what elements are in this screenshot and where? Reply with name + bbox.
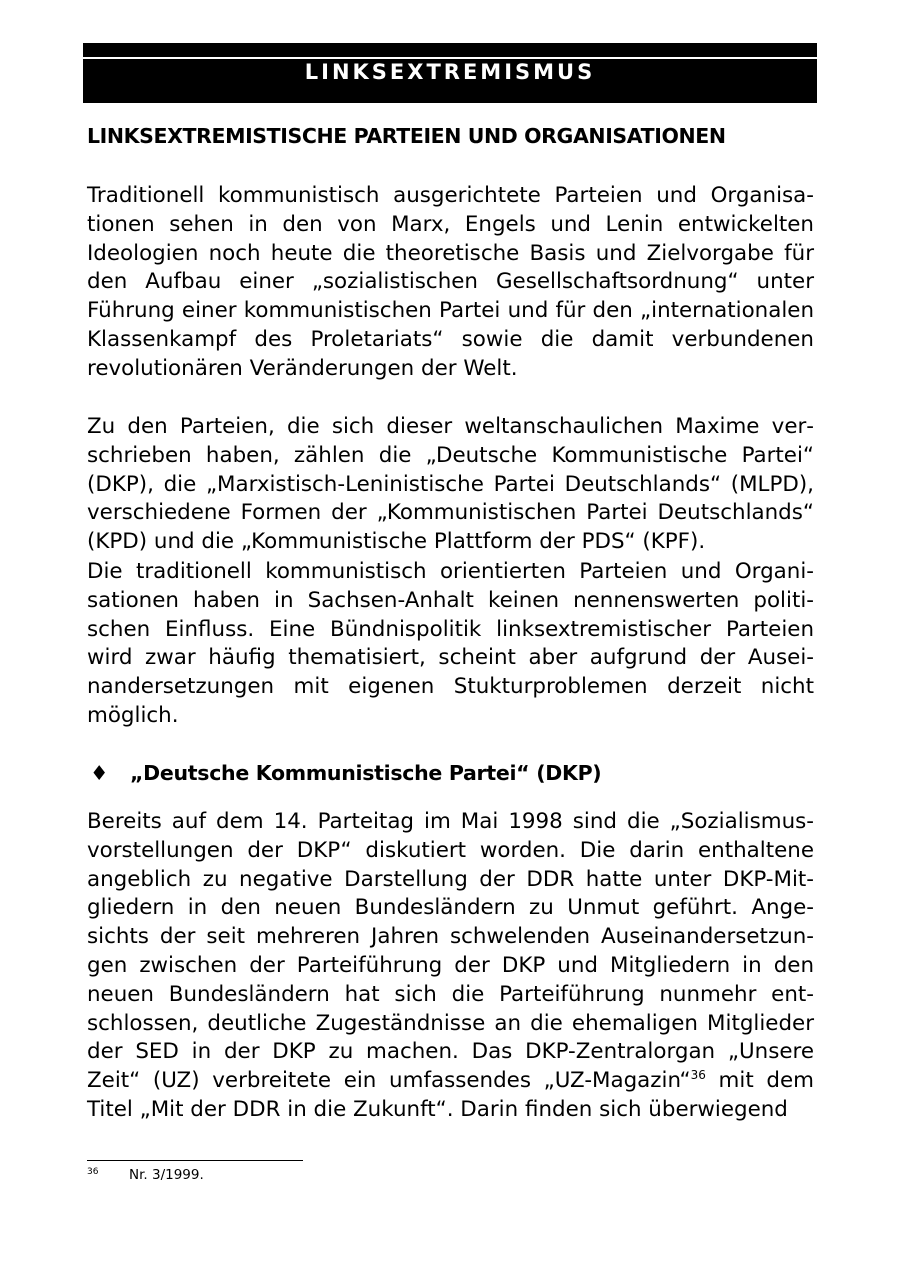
dkp-subheading-text: „Deutsche Kommunistische Partei“ (DKP) xyxy=(130,761,602,785)
chapter-title: LINKSEXTREMISMUS xyxy=(304,60,596,84)
footnote-number: 36 xyxy=(87,1167,99,1177)
paragraph-parties: Zu den Parteien, die sich dieser weltanschaulichen Maxime verschrieben haben, zählen die „Deutsche Kommunistische Partei“ (DKP), die „Marxistisch-Leninistische Partei Deutschlands“ (MLPD), verschiedene Formen der „Kommunistischen Partei Deutschlands“ (KPD) und die „Kommunistische Plattform der PDS“ (KPF). xyxy=(87,414,814,555)
footnote-divider xyxy=(87,1160,303,1161)
paragraph-intro: Traditionell kommunistisch ausgerichtete Parteien und Organisationen sehen in den von Marx, Engels und Lenin entwickelten Ideologien noch heute die theoretische Basis und Zielvorgabe für den Aufbau einer „sozialistischen Gesellschaftsordnung“ unter Führung einer kommunistischen Partei und für den „internationalen Klassenkampf des Proletariats“ sowie die damit verbundenen revolutionären Veränderungen der Welt. xyxy=(87,183,814,381)
paragraph-dkp xyxy=(87,808,814,1125)
diamond-bullet-icon: ♦ xyxy=(90,761,109,785)
section-heading: LINKSEXTREMISTISCHE PARTEIEN UND ORGANISATIONEN xyxy=(87,124,726,148)
chapter-header-bar xyxy=(83,43,817,103)
footnote-text: Nr. 3/1999. xyxy=(129,1167,204,1183)
dkp-subheading xyxy=(90,761,601,785)
paragraph-influence: Die traditionell kommunistisch orientierten Parteien und Organisationen haben in Sachsen-Anhalt keinen nennenswerten politischen Einfluss. Eine Bündnispolitik linksextremistischer Parteien wird zwar häufig thematisiert, scheint aber aufgrund der Auseinandersetzungen mit eigenen Stukturproblemen derzeit nicht möglich. xyxy=(87,559,814,728)
dkp-text-part1: Bereits auf dem 14. Parteitag im Mai 1998 sind die „Sozialismusvorstellungen der DKP“ diskutiert worden. Die darin enthaltene angeblich zu negative Darstellung der DDR hatte unter DKP-Mitgliedern in den neuen Bundesländern zu Unmut geführt. Angesichts der seit mehreren Jahren schwelenden Auseinandersetzungen zwischen der Parteiführung der DKP und Mitgliedern in den neuen Bundesländern hat sich die Parteiführung nunmehr entschlossen, deutliche Zugeständnisse an die ehemaligen Mitglieder der SED in der DKP zu machen. Das DKP-Zentralorgan „Unsere Zeit“ (UZ) verbreitete ein umfassendes „UZ-Magazin“ xyxy=(87,809,814,1094)
footnote-reference[interactable]: 36 xyxy=(690,1068,706,1083)
dkp-text-part2: mit dem Titel „Mit der DDR in die Zukunft“. Darin finden sich überwiegend xyxy=(87,1068,815,1122)
header-divider xyxy=(83,57,817,59)
footnote xyxy=(87,1167,204,1183)
